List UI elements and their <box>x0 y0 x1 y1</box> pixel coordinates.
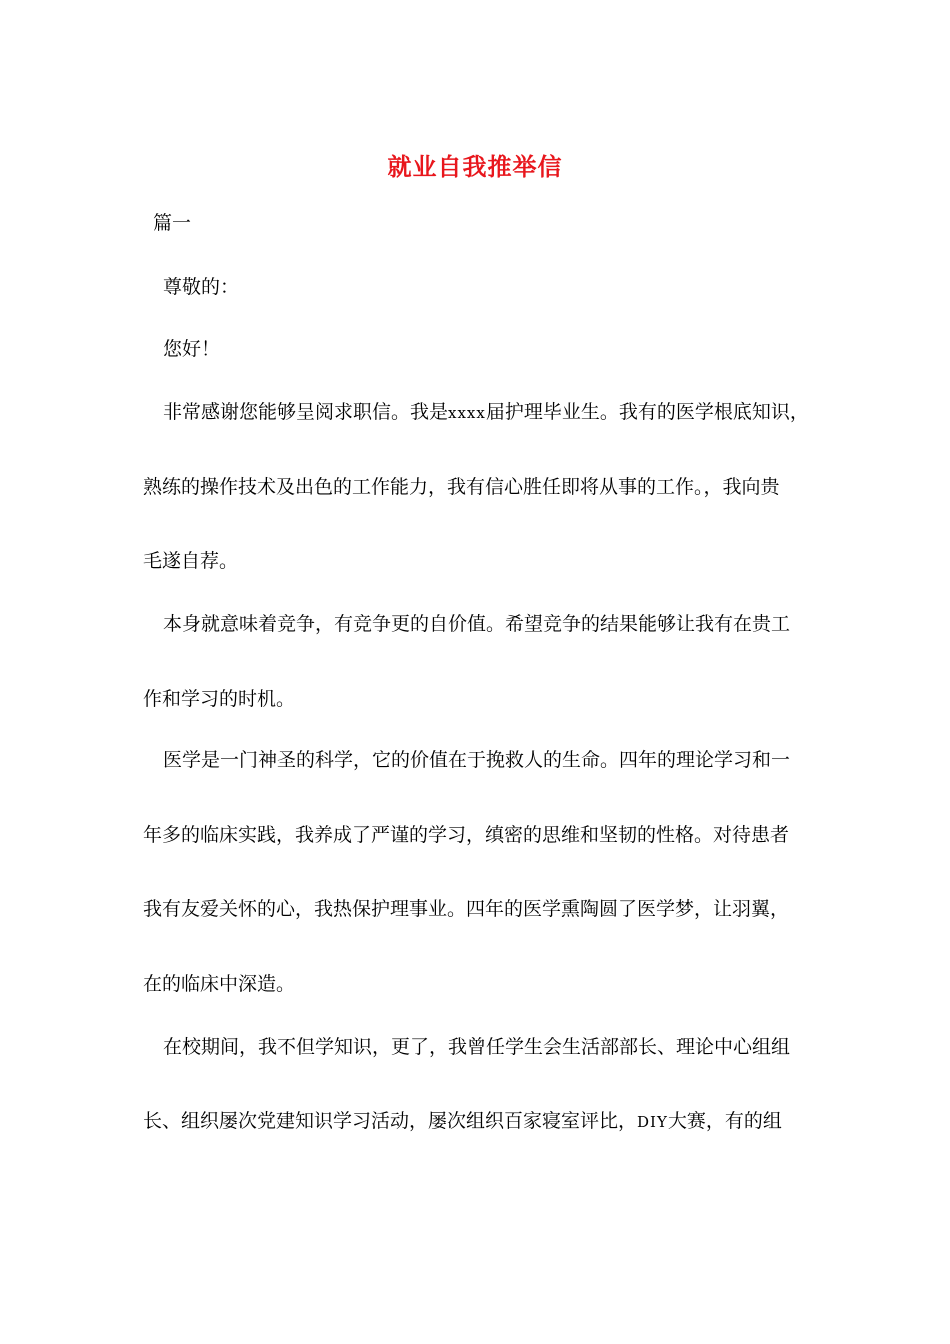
document-title: 就业自我推举信 <box>387 152 563 181</box>
paragraph-2-line-2: 作和学习的时机。 <box>143 688 296 710</box>
text-segment: 非常感谢您能够呈阅求职信。我是 <box>163 401 449 423</box>
paragraph-3-line-2: 年多的临床实践，我养成了严谨的学习，缜密的思维和坚韧的性格。对待患者 <box>143 824 790 846</box>
text-segment: DIY <box>637 1113 668 1131</box>
greeting: 您好！ <box>163 338 221 360</box>
paragraph-3-line-3: 我有友爱关怀的心，我热保护理事业。四年的医学熏陶圆了医学梦，让羽翼， <box>143 898 790 920</box>
text-segment: 长、组织屡次党建知识学习活动，屡次组织百家寝室评比， <box>143 1110 638 1132</box>
paragraph-1-line-1 <box>163 399 809 426</box>
salutation: 尊敬的： <box>163 276 240 298</box>
paragraph-4-line-2 <box>143 1108 782 1135</box>
paragraph-1-line-2: 熟练的操作技术及出色的工作能力，我有信心胜任即将从事的工作。，我向贵 <box>143 476 780 498</box>
text-segment: xxxx <box>448 404 486 422</box>
section-label: 篇一 <box>153 212 192 234</box>
text-segment: 大赛，有的组 <box>667 1110 782 1132</box>
text-segment: 届护理毕业生。我有的医学根底知识， <box>485 401 809 423</box>
paragraph-3-line-4: 在的临床中深造。 <box>143 973 296 995</box>
paragraph-3-line-1: 医学是一门神圣的科学，它的价值在于挽救人的生命。四年的理论学习和一 <box>163 749 791 771</box>
paragraph-1-line-3: 毛遂自荐。 <box>143 550 239 572</box>
paragraph-2-line-1: 本身就意味着竞争，有竞争更的自价值。希望竞争的结果能够让我有在贵工 <box>163 613 791 635</box>
paragraph-4-line-1: 在校期间，我不但学知识，更了，我曾任学生会生活部部长、理论中心组组 <box>163 1036 791 1058</box>
